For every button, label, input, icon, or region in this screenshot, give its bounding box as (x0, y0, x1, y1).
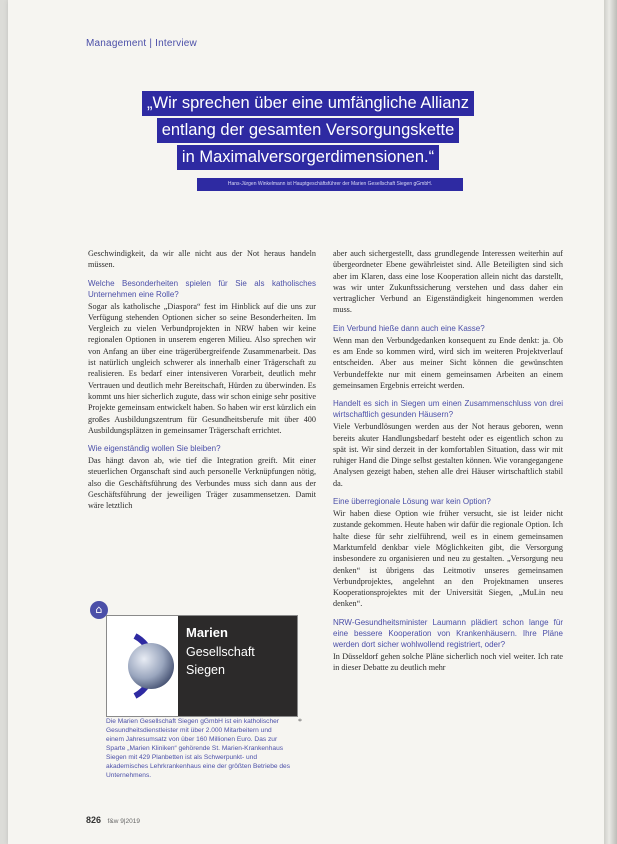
logo-line-2: Gesellschaft (186, 645, 255, 659)
issue-label: f&w 9|2019 (107, 818, 140, 825)
company-caption: Die Marien Gesellschaft Siegen gGmbH ist ein katholischer Gesundheitsdienstleister mit über 2.000 Mitarbeitern und einem Jahresumsatz von über 160 Millionen Euro. Das zur Sparte „Marien Kliniken“ gehörende St. Marien-Krankenhaus Siegen mit 429 Planbetten ist als Schwerpunkt- und akademisches Lehrkrankenhaus eine der größten Betriebe des Unternehmens. (106, 718, 291, 779)
footnote-asterisk: * (298, 717, 302, 726)
section-header: Management | Interview (86, 38, 197, 49)
logo-line-3: Siegen (186, 663, 225, 677)
paragraph: Wir haben diese Option wie früher versucht, sie ist leider nicht zustande gekommen. Heute haben wir dafür die regionale Option. Ich halte diese für sehr zielführend, weil es in einem gemeinsamen Marktumfeld denkbar viele Möglichkeiten gibt, die Versorgung insbesondere zu organisieren und neu zu gestalten. „Versorgung neu denken“ ist übrigens das Leitmotiv unseres gemeinsamen Verbundprojektes, angelehnt an den Projektnamen unseres Kooperationsprojektes mit der Universität Siegen, „MuLin neu denken“. (333, 509, 563, 609)
quote-line-2: entlang der gesamten Versorgungskette (157, 118, 460, 143)
company-logo (106, 615, 298, 717)
paragraph: aber auch sichergestellt, dass grundlegende Interessen weiterhin auf übergeordneter Ebene gewährleistet sind. Alle Beteiligten sind sich aber im Klaren, dass eine lose Kooperation allein nicht das darstellt, was wir unter Zukunftssicherung verstehen und dass daher ein vertraglicher Verbund an Eigenständigkeit hingenommen werden muss. (333, 249, 563, 315)
paragraph: Wenn man den Verbundgedanken konsequent zu Ende denkt: ja. Ob es am Ende so kommen wird, wird sich im weiteren Projektverlauf entscheiden. Aber aus meiner Sicht können die gewünschten Verbundeffekte nur mit einem gemeinsamen Arbeiten an einem gemeinsamen Ergebnis erreicht werden. (333, 335, 563, 390)
quote-line-1: „Wir sprechen über eine umfängliche Allianz (142, 91, 474, 116)
quote-line-3: in Maximalversorgerdimensionen.“ (177, 145, 439, 170)
paragraph: Das hängt davon ab, wie tief die Integration greift. Mit einer steuerlichen Organschaft sind auch personelle Verknüpfungen nötig, also die Geschäftsführung des Verbundes muss sich dann aus der Geschäftsführung der jeweiligen Träger zusammensetzen. Damit wäre letztlich (88, 456, 316, 511)
question-heading: Eine überregionale Lösung war kein Option? (333, 497, 491, 507)
question-heading: Wie eigenständig wollen Sie bleiben? (88, 444, 221, 454)
home-icon: ⌂ (90, 601, 108, 619)
page-number: 826 (86, 815, 102, 825)
question-heading: Welche Besonderheiten spielen für Sie als katholisches Unternehmen eine Rolle? (88, 278, 316, 299)
question-heading: NRW-Gesundheitsminister Laumann plädiert schon lange für eine bessere Kooperation von Krankenhäusern. Ihre Pläne werden dort sicher wohlwollend registriert, oder? (333, 617, 563, 649)
question-heading: Handelt es sich in Siegen um einen Zusammenschluss von drei wirtschaftlich gesunden Häusern? (333, 399, 563, 420)
paragraph: In Düsseldorf gehen solche Pläne sicherlich noch viel weiter. Ich rate in dieser Debatte zu deutlich mehr (333, 651, 563, 673)
paragraph: Sogar als katholische „Diaspora“ fest im Hinblick auf die uns zur Verfügung stehenden Optionen sicher so seine Besonderheiten. Im Vergleich zu vielen Verbundprojekten in NRW haben wir keine regionalen Optionen in unserem engeren Milieu. Also sprechen wir von Anfang an über eine trägerübergreifende Zusammenarbeit. Das ist natürlich ungleich schwerer als innerhalb einer Trägerschaft zu realisieren. Es bedarf einer intensiveren Vorarbeit, deutlich mehr Vertrauen und deutlich mehr Bereitschaft, Hürden zu überwinden. Es kommt uns hier sicherlich zugute, dass wir schon einige sehr positive Projekte gemeinsam entwickelt haben. So haben wir erst kürzlich ein großes Ausbildungszentrum für Gesundheitsberufe mit über 400 Ausbildungsplätzen in gemeinsamer Trägerschaft errichtet. (88, 301, 316, 435)
page-footer (86, 815, 140, 825)
left-column (88, 248, 316, 519)
pull-quote (88, 90, 528, 171)
question-heading: Ein Verbund hieße dann auch eine Kasse? (333, 323, 485, 333)
right-column (333, 248, 563, 680)
company-info-box (84, 597, 324, 843)
quote-attribution: Hans-Jürgen Winkelmann ist Hauptgeschäftsführer der Marien Gesellschaft Siegen gGmbH. (197, 178, 463, 191)
paragraph: Viele Verbundlösungen werden aus der Not heraus geboren, wenn bereits akuter Handlungsbedarf besteht oder es eigentlich schon zu spät ist. Wir sind derzeit in der komfortablen Situation, dass wir mit ruhiger Hand die Dinge selbst gestalten können. Wie vorangegangene Analysen gezeigt haben, stehen alle drei Häuser wirtschaftlich stabil da. (333, 422, 563, 488)
logo-line-1: Marien (186, 625, 228, 640)
page-spine (604, 0, 617, 844)
logo-emblem-icon (115, 624, 177, 708)
paragraph: Geschwindigkeit, da wir alle nicht aus der Not heraus handeln müssen. (88, 249, 316, 270)
logo-wordmark (178, 616, 297, 716)
